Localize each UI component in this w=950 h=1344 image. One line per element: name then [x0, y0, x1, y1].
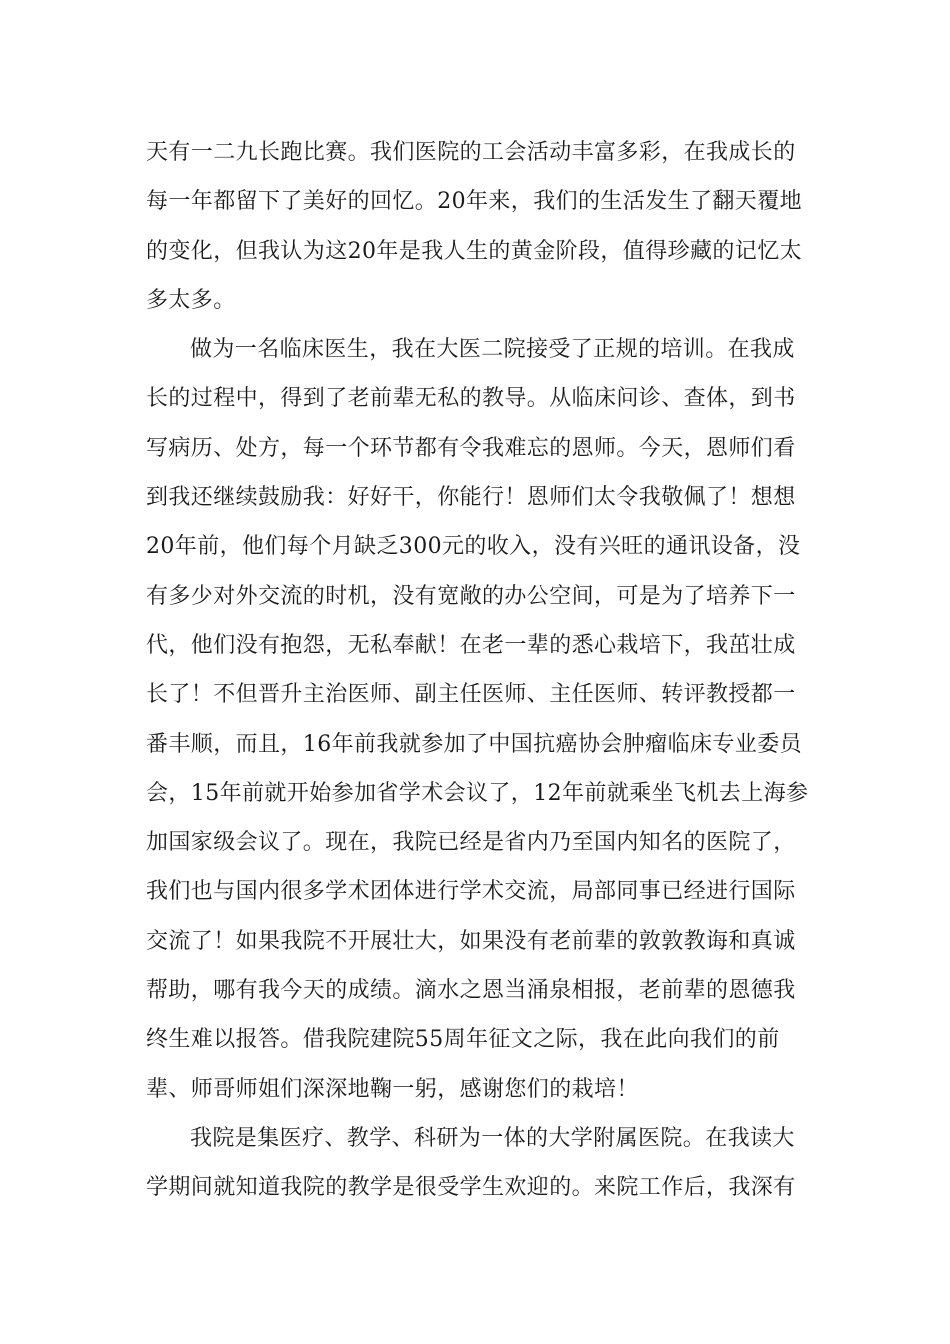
text-line: 到我还继续鼓励我：好好干，你能行！恩师们太令我敬佩了！想想 — [146, 485, 796, 511]
text-line: 加国家级会议了。现在，我院已经是省内乃至国内知名的医院了， — [146, 830, 796, 856]
text-line: 写病历、处方，每一个环节都有令我难忘的恩师。今天，恩师们看 — [146, 435, 796, 461]
text-line: 帮助，哪有我今天的成绩。滴水之恩当涌泉相报，老前辈的恩德我 — [146, 978, 796, 1004]
text-line: 长的过程中，得到了老前辈无私的教导。从临床问诊、查体，到书 — [146, 386, 796, 412]
paragraph-start-line: 我院是集医疗、教学、科研为一体的大学附属医院。在我读大 — [190, 1125, 795, 1151]
text-line: 交流了！如果我院不开展壮大，如果没有老前辈的敦敦教诲和真诚 — [146, 928, 796, 954]
text-line: 天有一二九长跑比赛。我们医院的工会活动丰富多彩，在我成长的 — [146, 140, 796, 165]
body-text — [146, 128, 809, 1213]
text-line: 的变化，但我认为这20年是我人生的黄金阶段，值得珍藏的记忆太 — [146, 238, 802, 264]
text-line: 会，15年前就开始参加省学术会议了，12年前就乘坐飞机去上海参 — [146, 780, 809, 806]
text-line: 终生难以报答。借我院建院55周年征文之际，我在此向我们的前 — [146, 1027, 780, 1053]
text-line: 辈、师哥师姐们深深地鞠一躬，感谢您们的栽培！ — [146, 1076, 639, 1102]
text-line: 多太多。 — [146, 287, 236, 313]
paragraph-start-line: 做为一名临床医生，我在大医二院接受了正规的培训。在我成 — [190, 337, 795, 363]
text-line: 长了！不但晋升主治医师、副主任医师、主任医师、转评教授都一 — [146, 682, 796, 708]
text-line: 我们也与国内很多学术团体进行学术交流，局部同事已经进行国际 — [146, 879, 796, 905]
text-line: 每一年都留下了美好的回忆。20年来，我们的生活发生了翻天覆地 — [146, 189, 802, 215]
text-line: 有多少对外交流的时机，没有宽敞的办公空间，可是为了培养下一 — [146, 583, 796, 609]
text-line: 学期间就知道我院的教学是很受学生欢迎的。来院工作后，我深有 — [146, 1175, 796, 1201]
text-line: 代，他们没有抱怨，无私奉献！在老一辈的悉心栽培下，我茁壮成 — [146, 632, 796, 658]
text-line: 20年前，他们每个月缺乏300元的收入，没有兴旺的通讯设备，没 — [146, 534, 801, 560]
text-line: 番丰顺，而且，16年前我就参加了中国抗癌协会肿瘤临床专业委员 — [146, 731, 802, 757]
